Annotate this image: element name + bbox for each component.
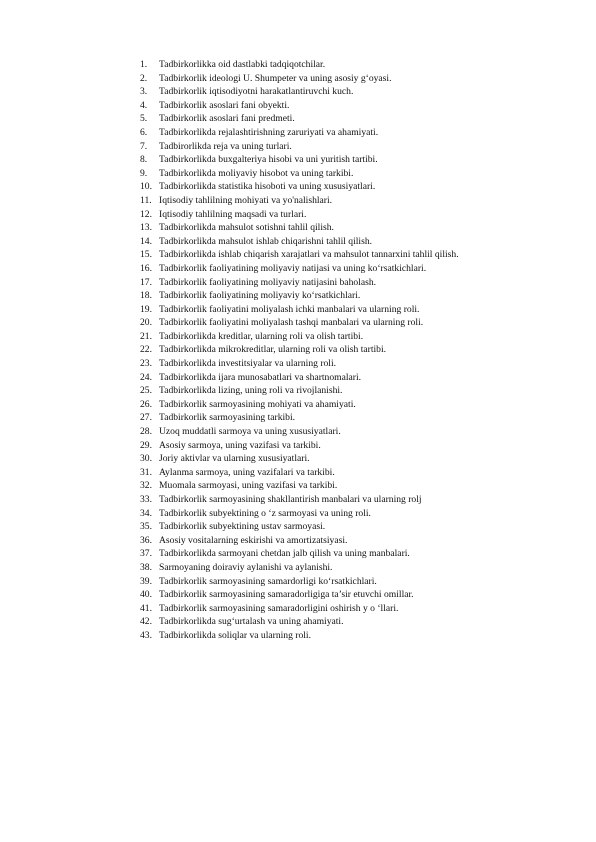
list-item <box>140 452 580 466</box>
list-item-text: Tadbirkorlik sarmoyasining shakllantirish manbalari va ularning rolj <box>159 494 422 505</box>
list-item-number: 24. <box>140 371 152 383</box>
list-item-number: 33. <box>140 494 152 505</box>
list-item-text: Tadbirkorlik faoliyatining moliyaviy ko‘rsatkichlari. <box>159 290 361 302</box>
list-item-text: Tadbirkorlikda rejalashtirishning zaruriyati va ahamiyati. <box>159 126 379 138</box>
list-item-text: Tadbirkorlikda mahsulot sotishni tahlil qilish. <box>159 222 334 234</box>
list-item-number: 11. <box>140 194 152 206</box>
list-item-number: 25. <box>140 385 152 397</box>
list-item-number: 35. <box>140 521 152 533</box>
list-item-text: Tadbirkorlik sarmoyasining samaradorligini oshirish y o ‘llari. <box>159 602 399 614</box>
list-item-text: Tadbirkorlik faoliyatini moliyalash tashqi manbalari va ularning roli. <box>159 317 424 329</box>
list-item <box>140 180 580 194</box>
list-item <box>140 534 580 548</box>
list-item-number: 34. <box>140 507 152 519</box>
list-item <box>140 289 580 303</box>
list-item-number: 40. <box>140 589 152 601</box>
list-item <box>140 411 580 425</box>
list-item-number: 1. <box>140 59 148 70</box>
list-item-number: 31. <box>140 466 152 478</box>
list-item-text: Tadbirkorlikda kreditlar, ularning roli va olish tartibi. <box>159 330 364 342</box>
list-item-text: Tadbirkorlikda buxgalteriya hisobi va uni yuritish tartibi. <box>159 154 378 166</box>
list-item-number: 29. <box>140 439 152 451</box>
list-item <box>140 547 580 561</box>
list-item-number: 27. <box>140 412 152 424</box>
topic-list <box>140 58 580 643</box>
list-item-text: Tadbirkorlik iqtisodiyotni harakatlantiruvchi kuch. <box>159 86 354 98</box>
list-item-text: Joriy aktivlar va ularning xususiyatlari. <box>159 453 310 465</box>
list-item-text: Asosiy vositalarning eskirishi va amortizatsiyasi. <box>159 534 348 546</box>
list-item-number: 26. <box>140 398 152 410</box>
list-item <box>140 112 580 126</box>
list-item <box>140 575 580 589</box>
list-item-text: Tadbirkorlikda statistika hisoboti va uning xususiyatlari. <box>159 181 376 193</box>
list-item-number: 22. <box>140 344 152 356</box>
list-item-number: 20. <box>140 317 152 329</box>
list-item <box>140 194 580 208</box>
list-item-text: Muomala sarmoyasi, uning vazifasi va tarkibi. <box>159 480 338 492</box>
list-item-text: Tadbirkorlik subyektining ustav sarmoyasi. <box>159 521 326 533</box>
list-item-number: 6. <box>140 126 148 138</box>
list-item <box>140 72 580 86</box>
list-item-text: Tadbirkorlik sarmoyasining mohiyati va ahamiyati. <box>159 398 356 410</box>
list-item-number: 18. <box>140 290 152 302</box>
list-item-text: Tadbirkorlikda soliqlar va ularning roli. <box>159 629 311 641</box>
list-item-number: 43. <box>140 629 152 641</box>
list-item <box>140 588 580 602</box>
list-item <box>140 615 580 629</box>
list-item-number: 4. <box>140 99 148 111</box>
list-item-number: 5. <box>140 113 148 125</box>
list-item-number: 23. <box>140 358 152 370</box>
list-item-number: 9. <box>140 167 148 179</box>
list-item-text: Tadbirkorlikda ijara munosabatlari va shartnomalari. <box>159 371 362 383</box>
list-item <box>140 629 580 643</box>
list-item-number: 15. <box>140 249 152 261</box>
list-item <box>140 520 580 534</box>
list-item-text: Aylanma sarmoya, uning vazifalari va tarkibi. <box>159 466 335 478</box>
list-item-text: Iqtisodiy tahlilning maqsadi va turlari. <box>159 208 307 220</box>
list-item-text: Tadbirkorlik asoslari fani predmeti. <box>159 113 295 125</box>
list-item <box>140 140 580 154</box>
list-item-number: 8. <box>140 154 148 166</box>
list-item <box>140 425 580 439</box>
list-item <box>140 126 580 140</box>
list-item-number: 10. <box>140 181 152 193</box>
list-item-text: Tadbirkorlik sarmoyasining samardorligi ko‘rsatkichlari. <box>159 575 377 587</box>
list-item-number: 39. <box>140 575 152 587</box>
list-item-number: 38. <box>140 561 152 573</box>
list-item-number: 14. <box>140 235 152 247</box>
list-item-text: Tadbirkorlik ideologi U. Shumpeter va uning asosiy g‘oyasi. <box>159 72 392 84</box>
list-item-number: 32. <box>140 480 152 492</box>
list-item <box>140 466 580 480</box>
list-item <box>140 248 580 262</box>
list-item <box>140 58 580 72</box>
list-item-number: 37. <box>140 548 152 560</box>
list-item <box>140 561 580 575</box>
list-item-text: Uzoq muddatli sarmoya va uning xususiyatlari. <box>159 426 341 438</box>
list-item <box>140 221 580 235</box>
list-item-number: 30. <box>140 453 152 465</box>
list-item <box>140 99 580 113</box>
list-item-number: 17. <box>140 276 152 288</box>
list-item <box>140 235 580 249</box>
list-item-number: 41. <box>140 602 152 614</box>
list-item <box>140 85 580 99</box>
list-item-text: Tadbirkorlik subyektining o ‘z sarmoyasi va uning roli. <box>159 507 371 519</box>
list-item-text: Tadbirkorlikda moliyaviy hisobot va uning tarkibi. <box>159 167 354 179</box>
list-item <box>140 303 580 317</box>
list-item <box>140 357 580 371</box>
list-item-number: 16. <box>140 262 152 274</box>
list-item-text: Tadbirkorlikda lizing, uning roli va rivojlanishi. <box>159 385 343 397</box>
list-item-text: Tadbirkorlikda investitsiyalar va ularning roli. <box>159 358 337 370</box>
list-item <box>140 371 580 385</box>
list-item-text: Tadbirkorlik asoslari fani obyekti. <box>159 99 290 111</box>
list-item <box>140 439 580 453</box>
list-item <box>140 479 580 493</box>
list-item-text: Tadbirkorlik faoliyatini moliyalash ichki manbalari va ularning roli. <box>159 303 420 315</box>
list-item <box>140 276 580 290</box>
list-item-text: Tadbirkorlikda mahsulot ishlab chiqarishni tahlil qilish. <box>159 235 373 247</box>
list-item-number: 13. <box>140 222 152 234</box>
list-item-text: Tadbirkorlik faoliyatining moliyaviy natijasi va uning ko‘rsatkichlari. <box>159 262 427 274</box>
list-item-text: Asosiy sarmoya, uning vazifasi va tarkibi. <box>159 439 321 451</box>
list-item-text: Tadbirkorlikda mikrokreditlar, ularning roli va olish tartibi. <box>159 344 387 356</box>
list-item-text: Tadbirkorlikka oid dastlabki tadqiqotchilar. <box>159 59 326 70</box>
list-item-text: Tadbirorlikda reja va uning turlari. <box>159 140 292 152</box>
list-item-number: 3. <box>140 86 148 98</box>
list-item <box>140 602 580 616</box>
list-item <box>140 493 580 507</box>
list-item <box>140 316 580 330</box>
list-item-number: 19. <box>140 303 152 315</box>
list-item-text: Tadbirkorlikda sarmoyani chetdan jalb qilish va uning manbalari. <box>159 548 410 560</box>
list-item-text: Tadbirkorlikda ishlab chiqarish xarajatlari va mahsulot tannarxini tahlil qilish. <box>159 249 459 261</box>
list-item <box>140 262 580 276</box>
list-item <box>140 167 580 181</box>
list-item-text: Tadbirkorlik faoliyatining moliyaviy natijasini baholash. <box>159 276 377 288</box>
list-item-text: Tadbirkorlik sarmoyasining samaradorligiga ta’sir etuvchi omillar. <box>159 589 414 601</box>
list-item-text: Tadbirkorlikda sug‘urtalash va uning ahamiyati. <box>159 616 344 628</box>
list-item-number: 21. <box>140 330 152 342</box>
list-item <box>140 208 580 222</box>
list-item-text: Iqtisodiy tahlilning mohiyati va yo'nalishlari. <box>159 194 333 206</box>
list-item <box>140 153 580 167</box>
list-item-text: Sarmoyaning doiraviy aylanishi va aylanishi. <box>159 561 333 573</box>
list-item-number: 7. <box>140 140 148 152</box>
list-item-number: 2. <box>140 72 148 84</box>
list-item <box>140 384 580 398</box>
list-item <box>140 343 580 357</box>
list-item-number: 36. <box>140 534 152 546</box>
list-item <box>140 507 580 521</box>
list-item-number: 42. <box>140 616 152 628</box>
list-item <box>140 398 580 412</box>
list-item-number: 12. <box>140 208 152 220</box>
list-item <box>140 330 580 344</box>
list-item-text: Tadbirkorlik sarmoyasining tarkibi. <box>159 412 296 424</box>
list-item-number: 28. <box>140 426 152 438</box>
